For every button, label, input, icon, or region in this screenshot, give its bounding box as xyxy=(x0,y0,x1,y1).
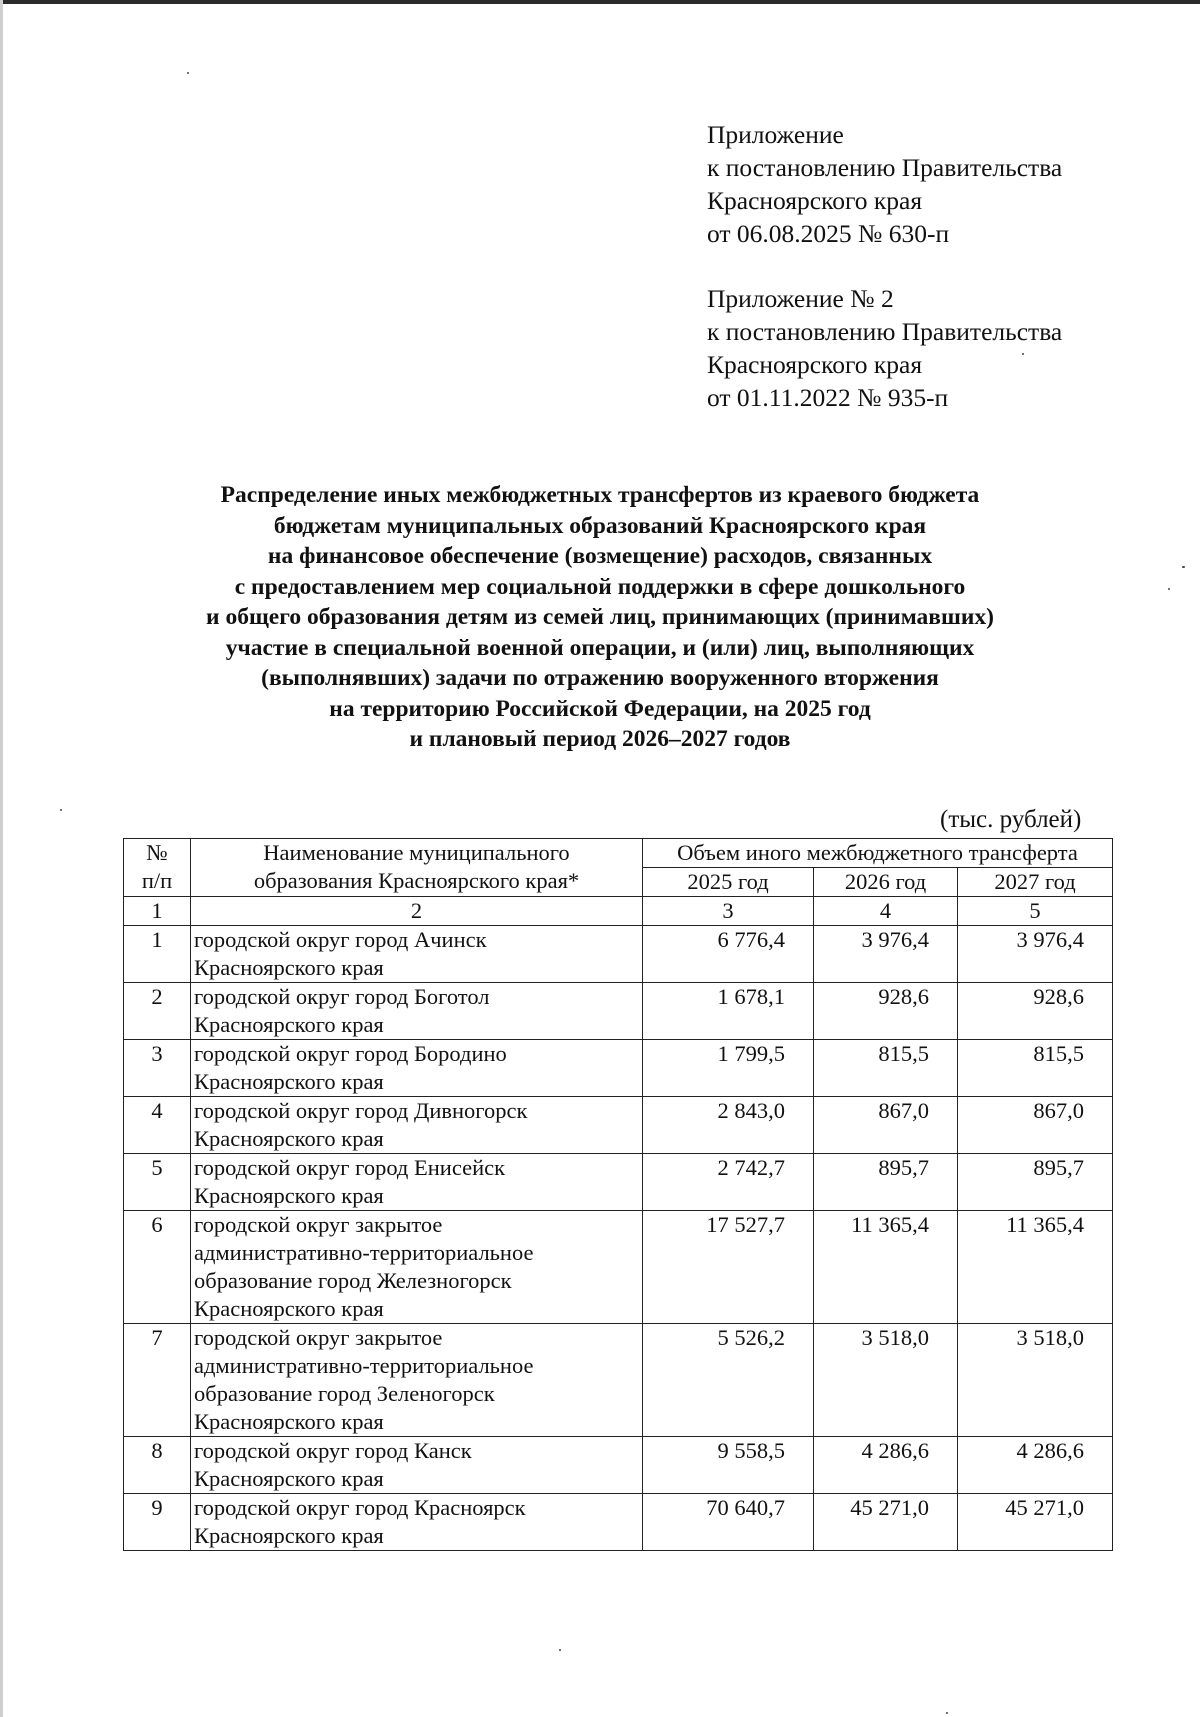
municipality-name-line: образование город Зеленогорск xyxy=(194,1381,495,1406)
table-row xyxy=(124,1324,1113,1437)
table-row xyxy=(124,926,1113,983)
value-2025: 9 558,5 xyxy=(643,1437,814,1494)
header-volume: Объем иного межбюджетного трансферта xyxy=(643,839,1113,868)
row-number: 3 xyxy=(124,1040,191,1097)
municipality-name-line: административно-территориальное xyxy=(194,1353,534,1378)
row-number: 2 xyxy=(124,983,191,1040)
row-number: 1 xyxy=(124,926,191,983)
document-title xyxy=(100,480,1100,755)
value-2025: 1 799,5 xyxy=(643,1040,814,1097)
scan-speck xyxy=(187,72,189,74)
row-number: 4 xyxy=(124,1097,191,1154)
municipality-name-line: городской округ город Канск xyxy=(194,1438,472,1463)
table-row xyxy=(124,1211,1113,1324)
table-row xyxy=(124,1154,1113,1211)
table-row xyxy=(124,1494,1113,1551)
municipality-name xyxy=(191,1437,643,1494)
value-2025: 5 526,2 xyxy=(643,1324,814,1437)
column-index: 4 xyxy=(814,897,958,926)
scan-top-edge xyxy=(0,0,1200,4)
municipality-name-line: городской округ закрытое xyxy=(194,1212,443,1237)
value-2026: 815,5 xyxy=(814,1040,958,1097)
municipality-name-line: Красноярского края xyxy=(194,1012,384,1037)
scan-left-edge xyxy=(0,0,3,1717)
value-2025: 6 776,4 xyxy=(643,926,814,983)
row-number: 6 xyxy=(124,1211,191,1324)
title-line: (выполнявших) задачи по отражению вооруженного вторжения xyxy=(261,665,939,691)
municipality-name-line: Красноярского края xyxy=(194,1126,384,1151)
column-index: 5 xyxy=(958,897,1113,926)
row-number: 5 xyxy=(124,1154,191,1211)
scan-speck xyxy=(60,809,62,811)
value-2026: 867,0 xyxy=(814,1097,958,1154)
scan-speck xyxy=(1022,353,1024,355)
value-2027: 928,6 xyxy=(958,983,1113,1040)
value-2026: 3 976,4 xyxy=(814,926,958,983)
title-line: на территорию Российской Федерации, на 2025 год xyxy=(329,695,871,722)
municipality-name-line: городской округ город Бородино xyxy=(194,1041,507,1066)
transfers-table xyxy=(123,838,1113,1551)
value-2027: 3 976,4 xyxy=(958,926,1113,983)
municipality-name xyxy=(191,1040,643,1097)
scan-speck xyxy=(559,1649,561,1651)
municipality-name xyxy=(191,983,643,1040)
header-number-line1: № xyxy=(146,840,168,865)
header-number xyxy=(124,839,191,897)
value-2026: 928,6 xyxy=(814,983,958,1040)
value-2027: 4 286,6 xyxy=(958,1437,1113,1494)
municipality-name-line: городской округ город Ачинск xyxy=(194,927,487,952)
municipality-name-line: Красноярского края xyxy=(194,1409,384,1434)
municipality-name-line: Красноярского края xyxy=(194,1523,384,1548)
municipality-name-line: Красноярского края xyxy=(194,1183,384,1208)
value-2025: 17 527,7 xyxy=(643,1211,814,1324)
table-row xyxy=(124,1040,1113,1097)
municipality-name-line: образование город Железногорск xyxy=(194,1268,512,1293)
value-2026: 895,7 xyxy=(814,1154,958,1211)
header-number-line2: п/п xyxy=(141,868,173,893)
municipality-name xyxy=(191,1097,643,1154)
column-index: 2 xyxy=(191,897,643,926)
header-year-2026: 2026 год xyxy=(814,868,958,897)
column-index-row xyxy=(124,897,1113,926)
value-2026: 11 365,4 xyxy=(814,1211,958,1324)
value-2025: 2 843,0 xyxy=(643,1097,814,1154)
municipality-name-line: городской округ город Дивногорск xyxy=(194,1098,528,1123)
table-header-row xyxy=(124,839,1113,868)
header-municipality xyxy=(191,839,643,897)
municipality-name-line: административно-территориальное xyxy=(194,1240,534,1265)
column-index: 1 xyxy=(124,897,191,926)
header-year-2025: 2025 год xyxy=(643,868,814,897)
appendix-current-line: к постановлению Правительства xyxy=(707,153,1063,182)
municipality-name-line: Красноярского края xyxy=(194,1466,384,1491)
appendix-original-line: от 01.11.2022 № 935-п xyxy=(707,383,949,412)
value-2027: 867,0 xyxy=(958,1097,1113,1154)
appendix-current-line: Красноярского края xyxy=(707,186,923,215)
municipality-name-line: городской округ город Красноярск xyxy=(194,1495,526,1520)
municipality-name-line: городской округ город Енисейск xyxy=(194,1155,506,1180)
municipality-name xyxy=(191,1324,643,1437)
value-2027: 895,7 xyxy=(958,1154,1113,1211)
title-line: с предоставлением мер социальной поддержки в сфере дошкольного xyxy=(234,573,966,600)
row-number: 8 xyxy=(124,1437,191,1494)
value-2027: 815,5 xyxy=(958,1040,1113,1097)
header-municipality-line2: образования Красноярского края* xyxy=(253,868,580,893)
title-line: и плановый период 2026–2027 годов xyxy=(409,726,791,752)
scan-speck xyxy=(1168,588,1170,590)
value-2026: 4 286,6 xyxy=(814,1437,958,1494)
header-municipality-line1: Наименование муниципального xyxy=(263,840,570,865)
municipality-name-line: Красноярского края xyxy=(194,1069,384,1094)
value-2026: 3 518,0 xyxy=(814,1324,958,1437)
value-2027: 3 518,0 xyxy=(958,1324,1113,1437)
title-line: бюджетам муниципальных образований Красноярского края xyxy=(273,512,927,539)
title-line: участие в специальной военной операции, и (или) лиц, выполняющих xyxy=(225,634,975,661)
title-line: на финансовое обеспечение (возмещение) расходов, связанных xyxy=(267,543,933,569)
header-year-2027: 2027 год xyxy=(958,868,1113,897)
appendix-original-line: Красноярского края xyxy=(707,350,923,379)
scan-speck xyxy=(1182,566,1185,568)
municipality-name-line: Красноярского края xyxy=(194,955,384,980)
appendix-original-block xyxy=(707,282,1062,414)
appendix-current-line: Приложение xyxy=(707,120,844,149)
appendix-current-block xyxy=(707,118,1062,250)
appendix-original-line: к постановлению Правительства xyxy=(707,317,1063,346)
municipality-name-line: Красноярского края xyxy=(194,1296,384,1321)
value-2027: 11 365,4 xyxy=(958,1211,1113,1324)
table-row xyxy=(124,1437,1113,1494)
municipality-name-line: городской округ закрытое xyxy=(194,1325,443,1350)
value-2025: 2 742,7 xyxy=(643,1154,814,1211)
table-row xyxy=(124,983,1113,1040)
municipality-name xyxy=(191,1154,643,1211)
appendix-original-line: Приложение № 2 xyxy=(707,284,894,313)
row-number: 7 xyxy=(124,1324,191,1437)
value-2025: 70 640,7 xyxy=(643,1494,814,1551)
value-2027: 45 271,0 xyxy=(958,1494,1113,1551)
municipality-name xyxy=(191,926,643,983)
municipality-name-line: городской округ город Боготол xyxy=(194,984,490,1009)
value-2025: 1 678,1 xyxy=(643,983,814,1040)
scan-speck xyxy=(946,1712,948,1714)
row-number: 9 xyxy=(124,1494,191,1551)
municipality-name xyxy=(191,1494,643,1551)
title-line: Распределение иных межбюджетных трансфертов из краевого бюджета xyxy=(220,482,980,508)
title-line: и общего образования детям из семей лиц, принимающих (принимавших) xyxy=(206,604,994,630)
municipality-name xyxy=(191,1211,643,1324)
units-label: (тыс. рублей) xyxy=(940,806,1082,833)
table-row xyxy=(124,1097,1113,1154)
value-2026: 45 271,0 xyxy=(814,1494,958,1551)
appendix-current-line: от 06.08.2025 № 630-п xyxy=(707,219,950,248)
column-index: 3 xyxy=(643,897,814,926)
